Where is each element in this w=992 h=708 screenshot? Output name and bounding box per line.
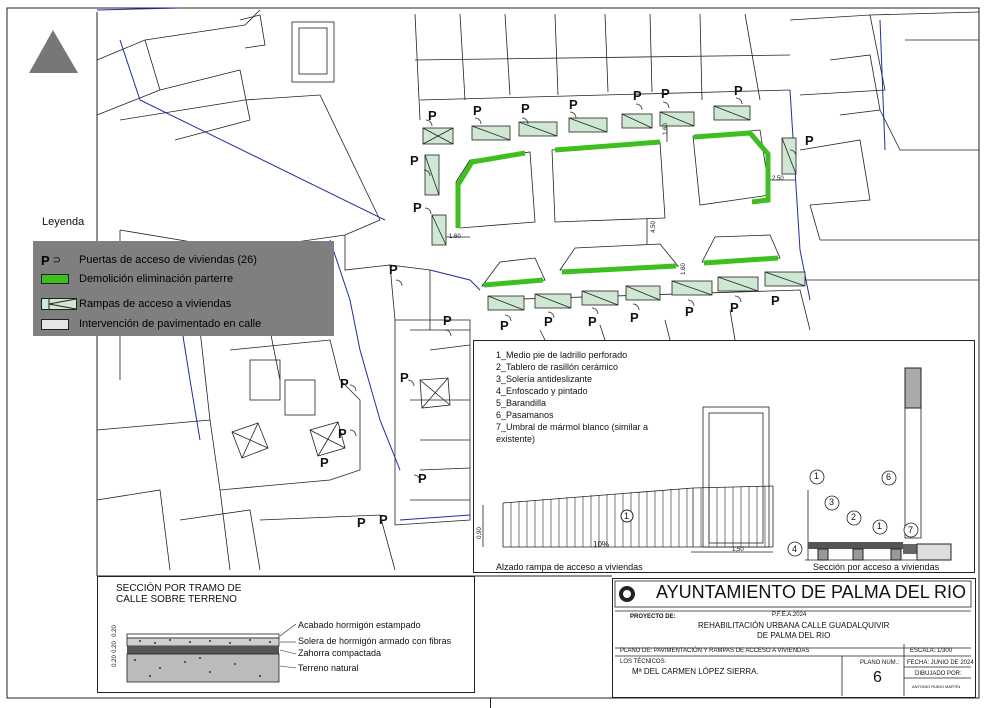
legend-label: Demolición eliminación parterre [79,273,234,285]
door-marker: P [320,455,329,470]
legend-title: Leyenda [42,216,85,228]
sheet-tick [490,698,491,708]
door-marker: P [428,108,437,123]
ramp-symbol-icon [41,298,77,310]
dimension-label: 1.60 [449,234,461,240]
elevation-caption: Alzado rampa de acceso a viviendas [496,562,643,572]
door-marker: P [569,97,578,112]
door-marker: P [418,471,427,486]
dimension-label: 4.50 [650,221,657,233]
marker-label: 1 [814,471,820,481]
note-item: 6_Pasamanos [496,410,554,420]
ramp-details-drawing [473,340,975,573]
legend [33,241,334,336]
scale-label: ESCALA: 1/300 [910,648,953,654]
slope-label: 10% [593,540,610,549]
door-marker: P [685,304,694,319]
door-marker: P [357,515,366,530]
door-marker: P [730,300,739,315]
marker-label: 4 [792,544,798,554]
section-dim: 0.20 [111,655,118,667]
green-demolition-swatch-icon [41,274,69,284]
door-marker: P [473,103,482,118]
dimension-label: 1.60 [680,263,687,275]
door-marker: P [379,512,388,527]
grey-paving-swatch-icon [41,319,69,330]
marker-label: 7 [908,525,914,535]
legend-item [33,295,231,313]
door-marker: P [389,262,398,277]
layer-label: Terreno natural [298,663,359,673]
door-marker: P [661,86,670,101]
section-title: SECCIÓN POR TRAMO DE CALLE SOBRE TERRENO [116,583,242,605]
date-label: FECHA: JUNIO DE 2024 [907,660,974,666]
dimension-label: 1.60 [662,123,669,135]
door-marker: P [413,200,422,215]
door-marker: P [500,318,509,333]
marker-label: 3 [829,497,835,507]
plan-num-label: PLANO NUM.: [860,660,900,666]
door-marker: P [734,83,743,98]
door-marker: P [340,376,349,391]
tech-label: LOS TÉCNICOS: [620,659,667,665]
program-label: P.F.E.A.2024 [772,612,807,618]
door-marker: P [544,314,553,329]
note-item: 1_Medio pie de ladrillo perforado [496,350,628,360]
note-item: 5_Barandilla [496,398,547,408]
project-label: PROYECTO DE: [630,614,676,620]
project-line-2: DE PALMA DEL RIO [757,631,831,640]
note-item: 3_Solería antideslizante [496,374,593,384]
note-item: 7_Umbral de mármol blanco (similar a existente) [496,422,649,444]
section-dim: 0.20 [111,641,118,653]
marker-label: 1 [624,511,630,521]
legend-label: Intervención de pavimentado en calle [79,318,262,330]
ramp-height-label: 0,90 [476,527,483,539]
door-marker: P [410,153,419,168]
door-marker: P [630,310,639,325]
door-marker: P [771,293,780,308]
legend-label: Rampas de acceso a viviendas [79,298,232,310]
legend-item [33,315,261,333]
door-marker: P [805,133,814,148]
door-marker: P [633,88,642,103]
door-marker: P [443,313,452,328]
drawn-name: ANTONIO RUBIO MARTÍN [912,684,961,689]
dimension-label: 2.50 [772,176,784,182]
plan-label: PLANO DE: PAVIMENTACIÓN Y RAMPAS DE ACCESO A VIVIENDAS [620,648,810,654]
project-line-1: REHABILITACIÓN URBANA CALLE GUADALQUIVIR [698,621,890,630]
section-dim: 0.20 [111,625,118,637]
ramp-length-label: 1,50 [732,547,744,553]
tech-name: Mª DEL CARMEN LÓPEZ SIERRA. [632,667,759,676]
layer-label: Solera de hormigón armado con fibras [298,636,452,646]
door-marker: P [400,370,409,385]
door-marker: P [588,314,597,329]
p-door-symbol-icon: P [41,252,50,268]
note-item: 4_Enfoscado y pintado [496,386,588,396]
door-marker: P [521,101,530,116]
legend-label: Puertas de acceso de viviendas (26) [79,254,257,266]
marker-label: 1 [877,521,883,531]
marker-label: 2 [851,512,857,522]
legend-item [33,270,233,288]
marker-label: 6 [886,472,892,482]
plan-number: 6 [873,669,882,686]
door-marker: P [338,426,347,441]
layer-label: Acabado hormigón estampado [298,620,421,630]
layer-label: Zahorra compactada [298,648,382,658]
municipality-title: AYUNTAMIENTO DE PALMA DEL RIO [656,582,967,602]
note-item: 2_Tablero de rasillón cerámico [496,362,619,372]
north-arrow-icon [29,30,78,73]
legend-item: P ⊃ Puertas de acceso de viviendas (26) [41,252,257,268]
section-layers-drawing [110,620,310,686]
drawn-label: DIBUJADO POR: [915,671,962,677]
section-caption: Sección por acceso a viviendas [813,562,940,572]
